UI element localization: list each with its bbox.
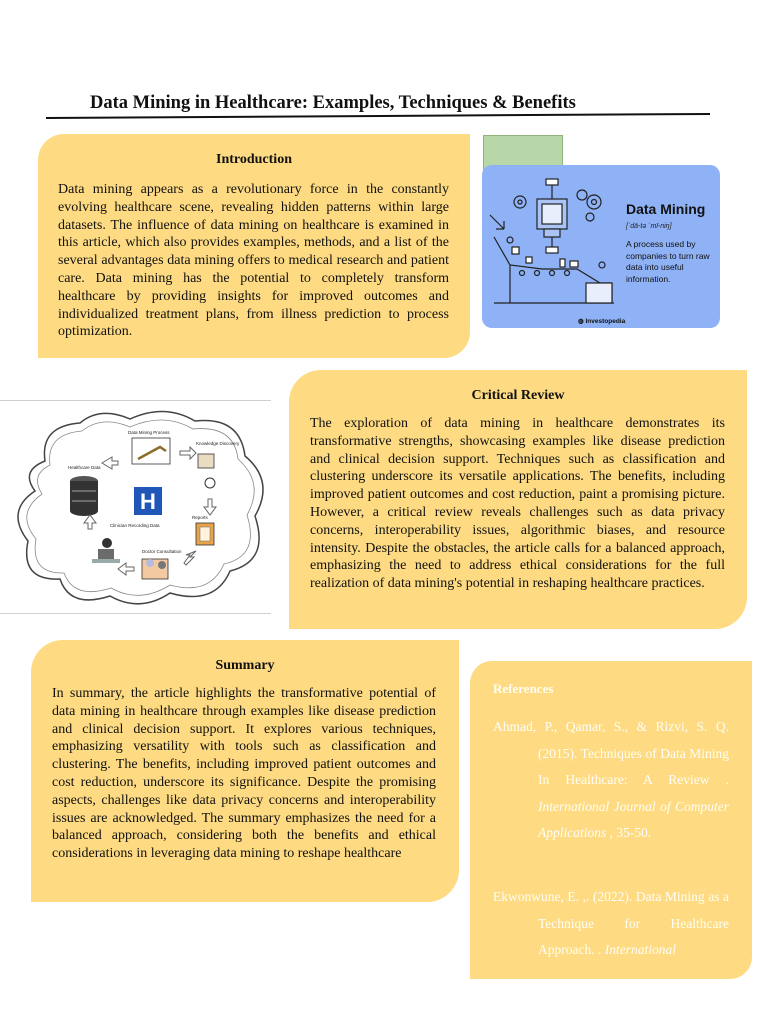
- infographic-title: Data Mining: [626, 201, 706, 217]
- reference-pages: , 35-50.: [606, 825, 652, 840]
- reference-journal: International Journal of Computer Applications: [538, 798, 729, 840]
- page-title: Data Mining in Healthcare: Examples, Techniques & Benefits: [90, 93, 576, 113]
- label-reports: Reports: [192, 515, 208, 520]
- reference-text: Ahmad, P., Qamar, S., & Rizvi, S. Q. (2015). Techniques of Data Mining In Healthcare: A Review .: [493, 719, 729, 787]
- critical-review-box: [289, 370, 747, 629]
- investopedia-brand-text: Investopedia: [585, 318, 626, 325]
- references-box: [470, 661, 752, 979]
- infographic-definition: A process used by companies to turn raw data into useful information.: [626, 239, 710, 284]
- summary-heading: Summary: [215, 658, 275, 673]
- svg-text:H: H: [140, 489, 156, 514]
- data-mining-infographic: [482, 165, 720, 328]
- investopedia-logo: [578, 317, 625, 325]
- summary-box: [31, 640, 459, 902]
- reference-journal: International: [604, 942, 676, 957]
- label-healthcare-data: Healthcare Data: [68, 465, 101, 470]
- investopedia-mark-icon: ◍: [578, 318, 586, 325]
- label-doctor-consultation: Doctor Consultation: [142, 549, 182, 554]
- critical-review-heading: Critical Review: [471, 388, 565, 403]
- cloud-diagram-illustration: [0, 401, 271, 613]
- label-clinician-recording: Clinician Recording Data: [110, 523, 160, 528]
- summary-text: In summary, the article highlights the transformative potential of data mining in healthcare through examples like disease prediction and clinical decision support. It explores various techniques, emphasizing versatility with tools such as classification and clustering. The benefits, including improved patient outcomes and cost reduction, underscore its significance. Despite the promising aspects, challenges like data privacy concerns and interoperability issues are acknowledged. The summary emphasizes the need for a balanced approach, considering both the benefits and ethical considerations in leveraging data mining to reshape healthcare: [52, 686, 436, 862]
- references-heading: References: [493, 681, 554, 696]
- reference-item: [493, 884, 729, 964]
- healthcare-data-cloud-diagram: [0, 400, 271, 614]
- conveyor-machine-illustration: [482, 165, 622, 328]
- label-data-mining-process: Data Mining Process: [128, 430, 170, 435]
- infographic-pronunciation: [ˈdā-tə ˈmī-niŋ]: [626, 223, 672, 230]
- label-knowledge-discovery: Knowledge Discovery: [196, 441, 240, 446]
- introduction-box: [38, 134, 470, 358]
- critical-review-text: The exploration of data mining in healthcare demonstrates its transformative strengths, showcasing examples like disease prediction and clinical decision support. Techniques such as classification and clustering underscore its versatile applications. The benefits, including improved patient outcomes and cost reduction, paint a promising picture. However, a critical review reveals challenges such as data privacy concerns, interoperability issues, algorithmic biases, and resource intensity. Despite the obstacles, the article calls for a balanced approach, emphasizing the need to address ethical considerations for the full realization of data mining's potential in reshaping healthcare practices.: [310, 416, 725, 592]
- reference-text: Ekwonwune, E. ,. (2022). Data Mining as a Technique for Healthcare Approach. .: [493, 889, 729, 957]
- introduction-text: Data mining appears as a revolutionary force in the constantly evolving healthcare scene, revealing hidden patterns within large datasets. The influence of data mining on healthcare is examined in this article, which also provides examples, methods, and a list of the several advantages data mining offers to medical research and patient care. Data mining has the potential to completely transform healthcare by providing insights for improved outcomes and individualized treatment plans, from illness prediction to process optimization.: [58, 182, 449, 340]
- introduction-heading: Introduction: [216, 152, 292, 167]
- reference-item: [493, 714, 729, 847]
